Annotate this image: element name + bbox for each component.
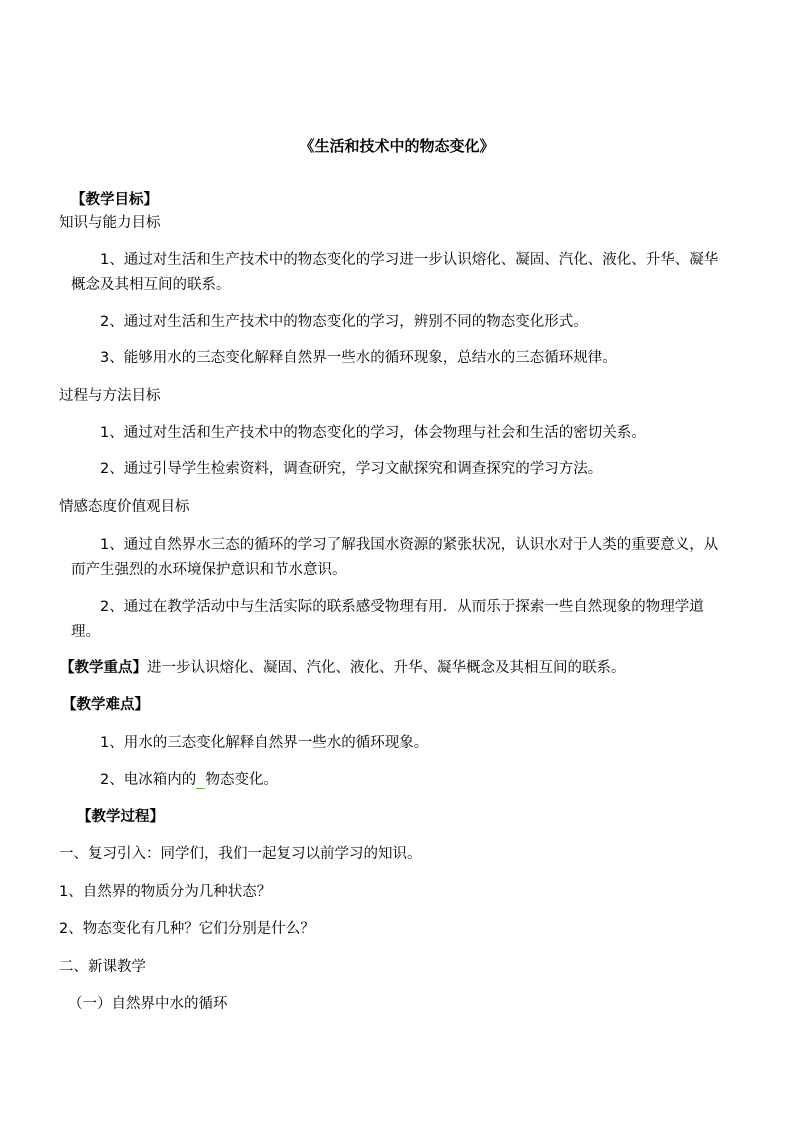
difficulties-heading: 【教学难点】: [62, 697, 149, 713]
subsection-water-cycle: （一）自然界中水的循环: [68, 996, 228, 1012]
difficulty-item-1: 1、用水的三态变化解释自然界一些水的循环现象。: [100, 735, 429, 751]
process-heading: 过程与方法目标: [59, 388, 161, 404]
process-item-2: 2、通过引导学生检索资料，调查研究，学习文献探究和调查探究的学习方法。: [100, 461, 603, 477]
difficulty-item-2: [71, 768, 731, 793]
key-points-text: 进一步认识熔化、凝固、汽化、液化、升华、凝华概念及其相互间的联系。: [147, 660, 626, 676]
key-points: [60, 656, 720, 681]
document-title: 《生活和技术中的物态变化》: [299, 137, 495, 155]
goals-heading: 【教学目标】: [71, 192, 158, 208]
process-section-heading: 【教学过程】: [77, 809, 164, 825]
review-question-2: 2、物态变化有几种？它们分别是什么？: [59, 921, 315, 937]
emotion-item-2: 2、通过在教学活动中与生活实际的联系感受物理有用．从而乐于探索一些自然现象的物理学道理。: [71, 599, 704, 640]
knowledge-item-3: 3、能够用水的三态变化解释自然界一些水的循环现象，总结水的三态循环规律。: [100, 350, 617, 366]
knowledge-item-2: 2、通过对生活和生产技术中的物态变化的学习，辨别不同的物态变化形式。: [100, 314, 588, 330]
emotion-heading: 情感态度价值观目标: [59, 499, 190, 515]
key-points-label: 【教学重点】: [60, 660, 147, 676]
process-item-1: 1、通过对生活和生产技术中的物态变化的学习，体会物理与社会和生活的密切关系。: [100, 425, 646, 441]
new-lesson-heading: 二、新课教学: [59, 959, 146, 975]
knowledge-item-1: 1、通过对生活和生产技术中的物态变化的学习进一步认识熔化、凝固、汽化、液化、升华、凝华概念及其相互间的联系。: [71, 252, 719, 293]
review-question-1: 1、自然界的物质分为几种状态？: [59, 884, 272, 900]
review-intro: 一、复习引入：同学们，我们一起复习以前学习的知识。: [59, 846, 422, 862]
difficulty-item-2-before: 2、电冰箱内的: [100, 772, 197, 788]
knowledge-heading: 知识与能力目标: [59, 215, 161, 231]
emotion-item-1: 1、通过自然界水三态的循环的学习了解我国水资源的紧张状况，认识水对于人类的重要意义，从而产生强烈的水环境保护意识和节水意识。: [71, 537, 719, 578]
difficulty-item-2-after: 物态变化。: [205, 772, 278, 788]
